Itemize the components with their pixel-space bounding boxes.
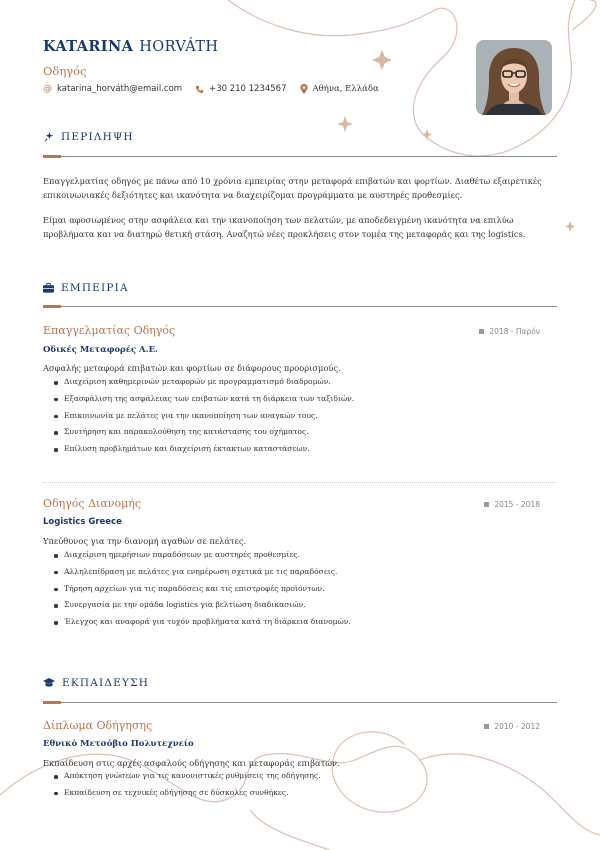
job-dates bbox=[484, 500, 540, 509]
education-dates-text: 2010 - 2012 bbox=[494, 722, 540, 731]
list-item: Επίλυση προβλημάτων και διαχείριση έκτακτων καταστάσεων. bbox=[43, 441, 354, 458]
calendar-icon bbox=[484, 502, 489, 507]
education-heading: ΕΚΠΑΙΔΕΥΣΗ bbox=[62, 677, 150, 689]
phone-contact[interactable] bbox=[195, 84, 286, 94]
graduation-cap-icon bbox=[43, 678, 55, 688]
location-text: Αθήνα, Ελλάδα bbox=[312, 84, 379, 94]
summary-paragraph-2: Είμαι αφοσιωμένος στην ασφάλεια και την ικανοποίηση των πελατών, με αποδεδειγμένη ικανότητα να επιλύω προβλήματα και να διατηρώ θετική στάση. Αναζητώ νέες προκλήσεις στον τομέα της μεταφοράς και της logistics. bbox=[43, 215, 526, 239]
section-rule bbox=[43, 306, 557, 307]
list-item: Συντήρηση και παρακολούθηση της κατάστασης του οχήματος. bbox=[43, 424, 354, 441]
job-title: Οδηγός Διανομής bbox=[43, 497, 141, 510]
calendar-icon bbox=[484, 724, 489, 729]
summary-section-header bbox=[43, 131, 557, 143]
section-rule bbox=[43, 156, 557, 157]
list-item: Διαχείριση καθημερινών μεταφορών με προγραμματισμό διαδρομών. bbox=[43, 374, 354, 391]
sparkle-pen-icon bbox=[43, 132, 54, 143]
education-bullets bbox=[43, 768, 321, 802]
summary-heading: ΠΕΡΙΛΗΨΗ bbox=[61, 131, 134, 143]
list-item: Απόκτηση γνώσεων για τις κανονιστικές ρυθμίσεις της οδήγησης. bbox=[43, 768, 321, 785]
list-item: Τήρηση αρχείων για τις παραδόσεις και τις επιστροφές προϊόντων. bbox=[43, 581, 351, 598]
list-item: Συνεργασία με την ομάδα logistics για βελτίωση διαδικασιών. bbox=[43, 597, 351, 614]
profile-photo bbox=[476, 40, 552, 115]
section-rule bbox=[43, 702, 557, 703]
phone-text: +30 210 1234567 bbox=[209, 84, 287, 94]
experience-section-header bbox=[43, 282, 557, 294]
location-contact bbox=[300, 84, 379, 94]
company-name: Οδικές Μεταφορές Α.Ε. bbox=[43, 345, 159, 355]
full-name bbox=[43, 38, 218, 55]
phone-icon bbox=[195, 85, 204, 94]
section-accent-bar bbox=[43, 155, 61, 158]
map-pin-icon bbox=[300, 84, 308, 94]
entry-divider bbox=[43, 482, 557, 483]
job-bullets bbox=[43, 374, 354, 458]
last-name: HORVÁTH bbox=[139, 39, 219, 55]
list-item: Αλληλεπίδραση με πελάτες για ενημέρωση σχετικά με τις παραδόσεις. bbox=[43, 564, 351, 581]
contact-info bbox=[43, 84, 392, 94]
list-item: Εκπαίδευση σε τεχνικές οδήγησης σε δύσκολες συνθήκες. bbox=[43, 785, 321, 802]
education-title: Δίπλωμα Οδήγησης bbox=[43, 719, 153, 732]
company-name: Logistics Greece bbox=[43, 517, 122, 527]
job-bullets bbox=[43, 547, 351, 631]
job-title: Επαγγελματίας Οδηγός bbox=[43, 324, 176, 337]
job-role: Οδηγός bbox=[43, 64, 87, 78]
job-dates-text: 2015 - 2018 bbox=[494, 500, 540, 509]
list-item: Διαχείριση ημερήσιων παραδόσεων με αυστηρές προθεσμίες. bbox=[43, 547, 351, 564]
experience-heading: ΕΜΠΕΙΡΙΑ bbox=[61, 282, 129, 294]
email-contact[interactable] bbox=[43, 84, 182, 94]
section-accent-bar bbox=[43, 305, 61, 308]
job-dates-text: 2018 - Παρόν bbox=[489, 327, 540, 336]
education-dates bbox=[484, 722, 540, 731]
list-item: Επικοινωνία με πελάτες για την ικανοποίηση των αναγκών τους. bbox=[43, 408, 354, 425]
list-item: Έλεγχος και αναφορά για τυχόν προβλήματα κατά τη διάρκεια διανομών. bbox=[43, 614, 351, 631]
job-description: Ασφαλής μεταφορά επιβατών και φορτίων σε διάφορους προορισμούς. bbox=[43, 363, 341, 373]
summary-paragraph-1: Επαγγελματίας οδηγός με πάνω από 10 χρόνια εμπειρίας στην μεταφορά επιβατών και φορτίων. Διαθέτω εξαιρετικές επικοινωνιακές δεξιότητες και ικανότητα να διαχειρίζομαι προγράμματα με αυστηρές προθεσμίες. bbox=[43, 176, 542, 200]
list-item: Εξασφάλιση της ασφάλειας των επιβατών κατά τη διάρκεια των ταξιδιών. bbox=[43, 391, 354, 408]
section-accent-bar bbox=[43, 701, 61, 704]
school-name: Εθνικό Μετσόβιο Πολυτεχνείο bbox=[43, 739, 194, 749]
education-description: Εκπαίδευση στις αρχές ασφαλούς οδήγησης και μεταφοράς επιβατών. bbox=[43, 758, 340, 768]
at-icon: @ bbox=[43, 84, 52, 94]
education-section-header bbox=[43, 677, 557, 689]
email-text: katarina_horváth@email.com bbox=[57, 84, 183, 94]
first-name: KATARINA bbox=[43, 38, 134, 55]
calendar-icon bbox=[479, 329, 484, 334]
briefcase-icon bbox=[43, 283, 54, 293]
job-dates bbox=[479, 327, 540, 336]
job-description: Υπεύθυνος για την διανομή αγαθών σε πελάτες. bbox=[43, 536, 247, 546]
